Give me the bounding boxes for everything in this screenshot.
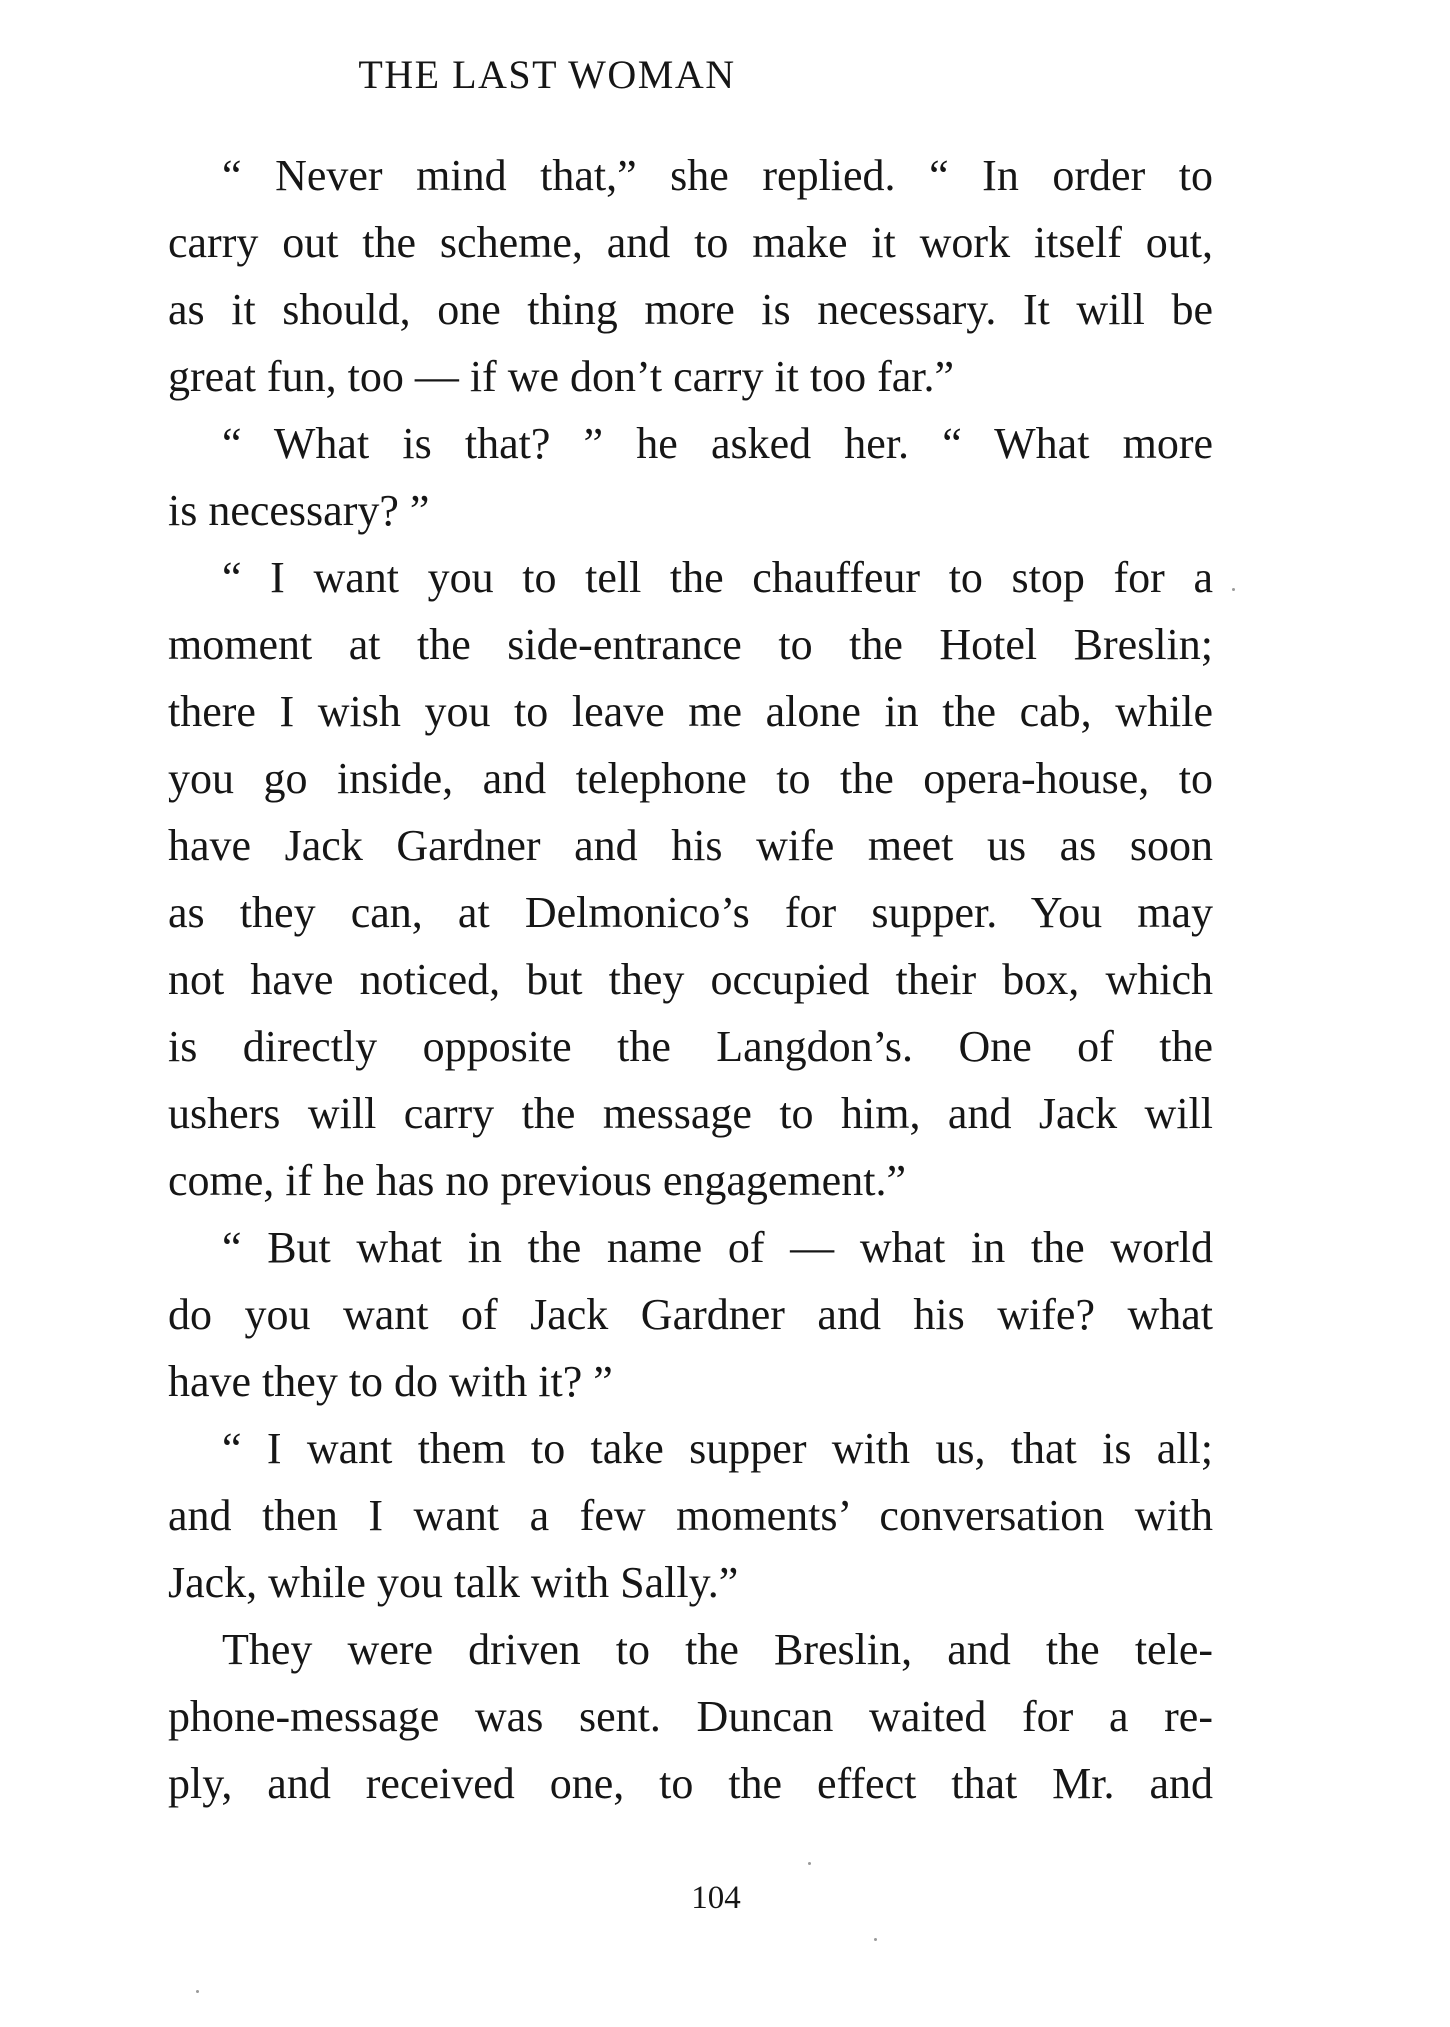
text-line: They were driven to the Breslin, and the tele- <box>222 1625 1213 1674</box>
text-line: come, if he has no previous engagement.” <box>168 1156 906 1205</box>
text-line: as it should, one thing more is necessary. It will be <box>168 285 1213 334</box>
running-title: THE LAST WOMAN <box>358 52 736 97</box>
text-line: have Jack Gardner and his wife meet us as soon <box>168 821 1213 870</box>
text-line: is directly opposite the Langdon’s. One of the <box>168 1022 1213 1071</box>
text-line: “ I want you to tell the chauffeur to stop for a <box>222 553 1213 602</box>
text-line: carry out the scheme, and to make it work itself out, <box>168 218 1213 267</box>
text-line: ply, and received one, to the effect that Mr. and <box>168 1759 1213 1808</box>
text-line: “ But what in the name of — what in the world <box>222 1223 1213 1272</box>
text-line: “ I want them to take supper with us, that is all; <box>222 1424 1213 1473</box>
text-line: and then I want a few moments’ conversation with <box>168 1491 1213 1540</box>
text-line: great fun, too — if we don’t carry it too far.” <box>168 352 955 401</box>
text-line: Jack, while you talk with Sally.” <box>168 1558 739 1607</box>
text-line: have they to do with it? ” <box>168 1357 613 1406</box>
print-speck <box>1232 588 1235 591</box>
text-line: ushers will carry the message to him, and Jack will <box>168 1089 1213 1138</box>
text-line: there I wish you to leave me alone in the cab, while <box>168 687 1213 736</box>
text-line: phone-message was sent. Duncan waited for a re- <box>168 1692 1213 1741</box>
text-line: moment at the side-entrance to the Hotel Breslin; <box>168 620 1213 669</box>
page-number: 104 <box>691 1880 741 1916</box>
print-speck <box>196 1990 199 1993</box>
text-line: not have noticed, but they occupied their box, which <box>168 955 1213 1004</box>
text-line: do you want of Jack Gardner and his wife? what <box>168 1290 1213 1339</box>
text-line: is necessary? ” <box>168 486 430 535</box>
print-speck <box>808 1862 811 1865</box>
text-line: “ Never mind that,” she replied. “ In order to <box>222 151 1213 200</box>
text-line: “ What is that? ” he asked her. “ What more <box>222 419 1213 468</box>
text-line: as they can, at Delmonico’s for supper. You may <box>168 888 1213 937</box>
body-text <box>168 142 1213 1817</box>
text-line: you go inside, and telephone to the opera-house, to <box>168 754 1213 803</box>
print-speck <box>874 1938 877 1941</box>
